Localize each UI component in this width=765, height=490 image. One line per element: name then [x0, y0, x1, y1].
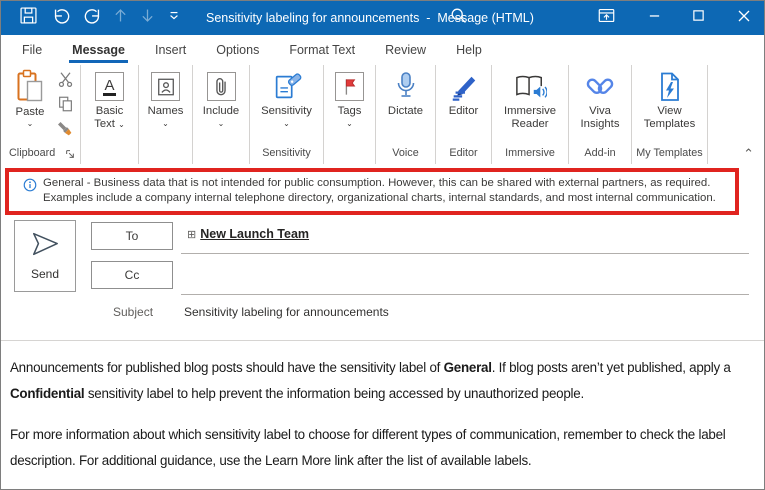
my-templates-group-label: My Templates — [636, 147, 703, 159]
maximize-button[interactable] — [683, 1, 713, 35]
chevron-down-icon: ⌄ — [283, 119, 290, 128]
basic-text-label-line1: Basic — [95, 105, 124, 117]
recipient-name[interactable]: New Launch Team — [200, 227, 310, 241]
ribbon — [1, 65, 764, 164]
sensitivity-info-bar — [9, 172, 735, 205]
basic-text-button[interactable] — [81, 68, 138, 131]
sensitivity-button[interactable] — [250, 68, 323, 128]
clipboard-dialog-launcher[interactable] — [65, 148, 75, 165]
ribbon-end-area — [708, 65, 764, 164]
tab-message[interactable]: Message — [57, 35, 140, 65]
tab-format-text[interactable]: Format Text — [289, 43, 356, 57]
sensitivity-group-label: Sensitivity — [262, 147, 311, 159]
undo-button[interactable] — [46, 1, 76, 35]
to-recipient[interactable] — [187, 227, 309, 241]
immersive-reader-button[interactable] — [492, 68, 568, 131]
flag-icon — [335, 72, 364, 101]
ribbon-display-options-button[interactable] — [591, 1, 621, 35]
compose-header — [1, 215, 764, 341]
format-painter-brush-icon — [56, 120, 74, 143]
viva-insights-label-line1: Viva — [589, 105, 611, 117]
paste-clipboard-icon — [16, 68, 44, 106]
search-button[interactable] — [443, 1, 473, 35]
info-icon — [23, 178, 37, 205]
save-icon — [19, 6, 38, 30]
basic-text-a-icon: A — [95, 72, 124, 101]
tab-review[interactable]: Review — [385, 43, 427, 57]
message-body-editor[interactable] — [1, 341, 764, 474]
maximize-icon — [692, 9, 705, 27]
move-down-button[interactable] — [132, 1, 162, 35]
immersive-reader-label-line1: Immersive — [503, 105, 557, 117]
viva-insights-button[interactable] — [569, 68, 631, 131]
scissors-icon — [57, 70, 74, 93]
subject-input[interactable]: Sensitivity labeling for announcements — [184, 305, 389, 319]
tab-insert[interactable]: Insert — [154, 43, 187, 57]
editor-pencil-icon — [449, 69, 479, 105]
chevron-down-icon: ⌄ — [26, 119, 34, 128]
tags-group — [324, 65, 376, 164]
chevron-down-icon: ⌄ — [162, 119, 169, 128]
tab-help[interactable]: Help — [456, 43, 482, 57]
view-templates-button[interactable] — [632, 68, 707, 131]
arrow-up-icon — [112, 7, 129, 29]
tab-file[interactable]: File — [22, 43, 43, 57]
send-button[interactable] — [14, 220, 76, 292]
arrow-down-icon — [139, 7, 156, 29]
view-templates-label-line2: Templates — [643, 118, 696, 130]
format-painter-button[interactable] — [53, 120, 77, 143]
sensitivity-group — [250, 65, 324, 164]
cut-button[interactable] — [53, 70, 77, 93]
to-label: To — [125, 229, 139, 243]
include-label: Include — [202, 105, 240, 117]
window-title: Sensitivity labeling for announcements - Message (HTML) — [206, 11, 534, 25]
body-paragraph-2: For more information about which sensitivity label to choose for different types of communication, remember to check the label description. For additional guidance, use the Learn More link after the list of available labels. — [10, 427, 726, 468]
search-icon — [449, 6, 468, 30]
sensitivity-banner-text — [43, 176, 716, 205]
voice-group — [376, 65, 436, 164]
ribbon-tab-row — [1, 35, 764, 65]
tags-label: Tags — [337, 105, 362, 117]
chevron-down-icon: ⌄ — [118, 120, 125, 129]
chevron-overline-icon — [168, 9, 180, 27]
basic-text-label-line2: Text ⌄ — [94, 118, 125, 130]
minimize-icon — [648, 9, 661, 27]
tab-options[interactable]: Options — [216, 43, 260, 57]
redo-button[interactable] — [78, 1, 108, 35]
names-label: Names — [147, 105, 184, 117]
undo-icon — [51, 6, 71, 30]
copy-icon — [57, 95, 74, 118]
banner-line-2: Examples include a company internal telephone directory, organizational charts, internal standards, and most internal communication. — [43, 191, 716, 204]
cc-field-underline[interactable] — [181, 294, 749, 295]
ribbon-display-options-icon — [597, 7, 616, 29]
names-group — [139, 65, 193, 164]
view-templates-label-line1: View — [657, 105, 682, 117]
sensitivity-label: Sensitivity — [261, 105, 312, 117]
copy-button[interactable] — [53, 95, 77, 118]
send-plane-icon — [30, 231, 60, 260]
title-bar — [1, 1, 764, 35]
close-icon — [737, 9, 751, 28]
move-up-button[interactable] — [105, 1, 135, 35]
addin-group — [569, 65, 632, 164]
names-button[interactable] — [139, 68, 192, 128]
chevron-down-icon: ⌄ — [217, 119, 225, 128]
chevron-down-icon: ⌄ — [346, 119, 353, 128]
subject-label: Subject — [113, 305, 154, 319]
microphone-icon — [392, 69, 420, 105]
template-document-bolt-icon — [655, 69, 685, 105]
my-templates-group — [632, 65, 708, 164]
immersive-group-label: Immersive — [505, 147, 555, 159]
clipboard-group-label: Clipboard — [9, 147, 56, 159]
expand-group-icon[interactable]: ⊞ — [187, 229, 197, 241]
include-group — [193, 65, 250, 164]
close-button[interactable] — [729, 1, 759, 35]
body-paragraph-1: Announcements for published blog posts should have the sensitivity label of General. If blog posts aren’t yet published, apply a Confidential sensitivity label to help prevent the information being accessed by unauthorized people. — [10, 360, 731, 401]
include-button[interactable] — [193, 68, 249, 128]
to-button[interactable] — [91, 222, 173, 250]
sensitivity-banner-annotation — [5, 168, 739, 215]
cc-label: Cc — [124, 268, 140, 282]
save-button[interactable] — [13, 1, 43, 35]
clipboard-group — [1, 65, 81, 164]
banner-line-1: General - Business data that is not intended for public consumption. However, this can be shared with external partners, as required. — [43, 177, 711, 189]
voice-group-label: Voice — [392, 147, 419, 159]
editor-button[interactable] — [436, 68, 491, 118]
paperclip-icon — [207, 72, 236, 101]
viva-insights-label-line2: Insights — [580, 118, 620, 130]
basic-text-group — [81, 65, 139, 164]
paste-label: Paste — [15, 106, 45, 118]
immersive-reader-icon — [513, 69, 547, 105]
dictate-button[interactable] — [376, 68, 435, 118]
cc-button[interactable] — [91, 261, 173, 289]
minimize-button[interactable] — [639, 1, 669, 35]
dictate-label: Dictate — [387, 105, 424, 117]
sensitivity-label-icon — [271, 69, 303, 105]
addin-group-label: Add-in — [584, 147, 616, 159]
contact-card-icon — [151, 72, 180, 101]
editor-group — [436, 65, 492, 164]
viva-insights-icon — [584, 69, 616, 105]
immersive-group — [492, 65, 569, 164]
editor-group-label: Editor — [449, 147, 478, 159]
immersive-reader-label-line2: Reader — [511, 118, 549, 130]
editor-label: Editor — [448, 105, 479, 117]
send-label: Send — [30, 267, 60, 281]
to-field-underline[interactable] — [181, 253, 749, 254]
collapse-ribbon-button[interactable]: ⌃ — [743, 146, 754, 161]
redo-icon — [83, 6, 103, 30]
customize-quick-access-toolbar-button[interactable] — [159, 1, 189, 35]
tags-button[interactable] — [324, 68, 375, 128]
paste-button[interactable] — [9, 68, 51, 143]
